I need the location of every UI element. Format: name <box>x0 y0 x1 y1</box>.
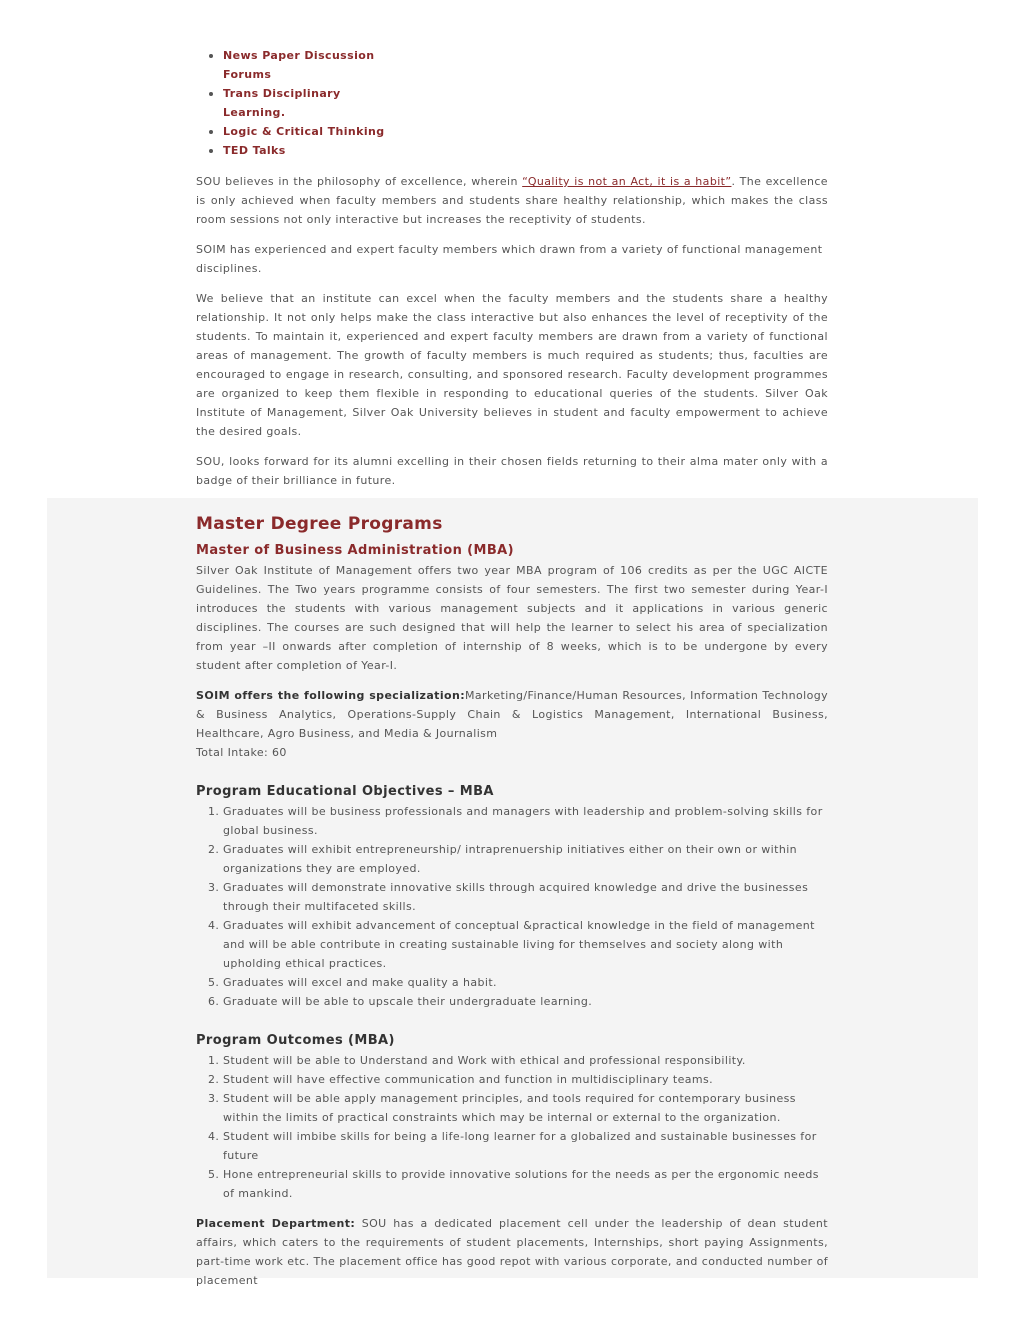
po-heading: Program Outcomes (MBA) <box>196 1033 395 1048</box>
total-intake: Total Intake: 60 <box>196 746 287 759</box>
faculty-paragraph: SOIM has experienced and expert faculty members which drawn from a variety of functional management disciplines. <box>196 243 823 275</box>
list-item: TED Talks <box>196 141 396 160</box>
master-programs-panel <box>47 498 978 1287</box>
peo-list <box>196 802 828 1011</box>
list-item: 3. Graduates will demonstrate innovative skills through acquired knowledge and drive the businesses through their multifaceted skills. <box>208 881 809 913</box>
placement-paragraph: Placement Department: SOU has a dedicated placement cell under the leadership of dean student affairs, which caters to the requirements of student placements, Internships, short paying Assignments, part-time work etc. The placement office has good repot with various corporate, and conducted number of placement <box>196 1217 828 1287</box>
list-item: 1. Graduates will be business professionals and managers with leadership and problem-solving skills for global business. <box>208 805 823 837</box>
list-item: 4. Student will imbibe skills for being a life-long learner for a globalized and sustainable businesses for future <box>208 1130 817 1162</box>
mba-heading: Master of Business Administration (MBA) <box>196 543 514 558</box>
list-item: 6. Graduate will be able to upscale their undergraduate learning. <box>208 995 593 1008</box>
specialization-label: SOIM offers the following specialization: <box>196 689 465 702</box>
intro-section <box>196 172 828 501</box>
quality-habit-link[interactable]: “Quality is not an Act, it is a habit” <box>522 175 732 188</box>
list-item: 2. Student will have effective communication and function in multidisciplinary teams. <box>208 1073 714 1086</box>
list-item: 4. Graduates will exhibit advancement of conceptual &practical knowledge in the field of management and will be able contribute in creating sustainable living for themselves and society along with upholding ethical practices. <box>208 919 815 970</box>
list-item: Logic & Critical Thinking <box>196 122 396 141</box>
specialization-text: Marketing/Finance/Human Resources, Information Technology & Business Analytics, Operations-Supply Chain & Logistics Management, International Business, Healthcare, Agro Business, and Media & Journalism <box>196 689 828 740</box>
list-item: Trans Disciplinary Learning. <box>196 84 396 122</box>
list-item: 3. Student will be able apply management principles, and tools required for contemporary business within the limits of practical constraints which may be internal or external to the organization. <box>208 1092 796 1124</box>
master-programs-heading: Master Degree Programs <box>196 514 443 534</box>
po-list <box>196 1051 828 1203</box>
alumni-paragraph: SOU, looks forward for its alumni excelling in their chosen fields returning to their alma mater only with a badge of their brilliance in future. <box>196 455 828 487</box>
excellence-paragraph: SOU believes in the philosophy of excellence, wherein “Quality is not an Act, it is a habit”. The excellence is only achieved when faculty members and students share healthy relationship, which makes the class room sessions not only interactive but increases the receptivity of students. <box>196 175 828 226</box>
activity-bullet-list <box>196 46 396 160</box>
list-item: 1. Student will be able to Understand and Work with ethical and professional responsibility. <box>208 1054 746 1067</box>
peo-heading: Program Educational Objectives – MBA <box>196 784 494 799</box>
list-item: 5. Hone entrepreneurial skills to provide innovative solutions for the needs as per the ergonomic needs of mankind. <box>208 1168 819 1200</box>
institute-paragraph: We believe that an institute can excel when the faculty members and the students share a healthy relationship. It not only helps make the class interactive but also enhances the level of receptivity of the students. To maintain it, experienced and expert faculty members are drawn from a variety of functional areas of management. The growth of faculty members is much required as students; thus, faculties are encouraged to engage in research, consulting, and sponsored research. Faculty development programmes are organized to keep them flexible in responding to educational queries of the students. Silver Oak Institute of Management, Silver Oak University believes in student and faculty empowerment to achieve the desired goals. <box>196 292 828 438</box>
mba-description: Silver Oak Institute of Management offers two year MBA program of 106 credits as per the UGC AICTE Guidelines. The Two years programme consists of four semesters. The first two semester during Year-I introduces the students with various management subjects and it applications in various generic disciplines. The courses are such designed that will help the learner to select his area of specialization from year –II onwards after completion of internship of 8 weeks, which is to be undergone by every student after completion of Year-I. <box>196 564 828 672</box>
list-item: 5. Graduates will excel and make quality a habit. <box>208 976 497 989</box>
list-item: 2. Graduates will exhibit entrepreneurship/ intraprenuership initiatives either on their own or within organizations they are employed. <box>208 843 798 875</box>
list-item: News Paper Discussion Forums <box>196 46 396 84</box>
placement-label: Placement Department: <box>196 1217 356 1230</box>
specialization-paragraph <box>196 686 828 743</box>
